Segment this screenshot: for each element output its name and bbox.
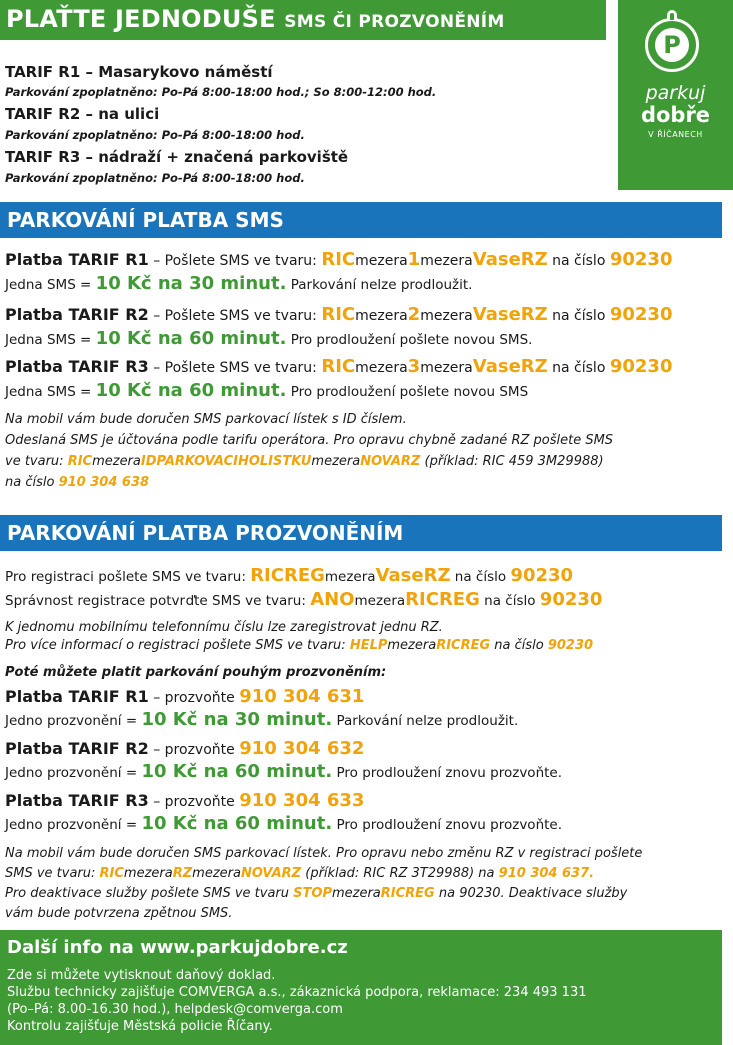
call-registration-line: Pro registraci pošlete SMS ve tvaru: RICREGmezeraVaseRZ na číslo 90230 — [5, 565, 574, 586]
call-r1-line: Platba TARIF R1 – prozvoňte 910 304 631 — [5, 686, 365, 707]
parking-icon: P — [645, 18, 699, 72]
sms-r2-price: Jedna SMS = 10 Kč na 60 minut. Pro prodloužení pošlete novou SMS. — [5, 328, 533, 349]
sms-r3-line: Platba TARIF R3 – Pošlete SMS ve tvaru: RICmezera3mezeraVaseRZ na číslo 90230 — [5, 356, 673, 377]
call-then-heading: Poté můžete platit parkování pouhým prozvoněním: — [5, 665, 387, 680]
tariff-r1-title: TARIF R1 – Masarykovo náměstí — [5, 63, 273, 81]
call-r3-price: Jedno prozvonění = 10 Kč na 60 minut. Pro prodloužení znovu prozvoňte. — [5, 813, 563, 834]
call-section-header: PARKOVÁNÍ PLATBA PROZVONĚNÍM — [0, 515, 722, 551]
call-r3-line: Platba TARIF R3 – prozvoňte 910 304 633 — [5, 790, 365, 811]
call-footnote-1: Na mobil vám bude doručen SMS parkovací lístek. Pro opravu nebo změnu RZ v registraci pošlete — [5, 846, 643, 861]
tariff-r1-hours: Parkování zpoplatněno: Po-Pá 8:00-18:00 hod.; So 8:00-12:00 hod. — [5, 85, 437, 99]
call-footnote-4: vám bude potvrzena zpětnou SMS. — [5, 906, 233, 921]
sms-info-4: na číslo 910 304 638 — [5, 475, 150, 490]
call-r2-price: Jedno prozvonění = 10 Kč na 60 minut. Pro prodloužení znovu prozvoňte. — [5, 761, 563, 782]
sms-r3-price: Jedna SMS = 10 Kč na 60 minut. Pro prodloužení pošlete novou SMS — [5, 380, 529, 401]
tariff-r2-title: TARIF R2 – na ulici — [5, 105, 160, 123]
call-r2-line: Platba TARIF R2 – prozvoňte 910 304 632 — [5, 738, 365, 759]
call-r1-price: Jedno prozvonění = 10 Kč na 30 minut. Parkování nelze prodloužit. — [5, 709, 519, 730]
footer — [0, 930, 722, 1045]
header-banner — [0, 0, 606, 40]
footer-line-3: (Po–Pá: 8.00-16.30 hod.), helpdesk@comverga.com — [7, 1002, 343, 1017]
footer-line-2: Službu technicky zajišťuje COMVERGA a.s., zákaznická podpora, reklamace: 234 493 131 — [7, 985, 587, 1000]
parkuj-dobre-logo — [618, 0, 733, 190]
call-footnote-2: SMS ve tvaru: RICmezeraRZmezeraNOVARZ (příklad: RIC RZ 3T29988) na 910 304 637. — [5, 866, 595, 881]
tariff-r3-title: TARIF R3 – nádraží + značená parkoviště — [5, 148, 349, 166]
call-footnote-3: Pro deaktivace služby pošlete SMS ve tvaru STOPmezeraRICREG na 90230. Deaktivace služby — [5, 886, 628, 901]
footer-line-1: Zde si můžete vytisknout daňový doklad. — [7, 968, 276, 983]
tariff-r2-hours: Parkování zpoplatněno: Po-Pá 8:00-18:00 hod. — [5, 128, 305, 142]
footer-line-4: Kontrolu zajišťuje Městská policie Říčany. — [7, 1019, 273, 1034]
sms-info-3: ve tvaru: RICmezeraIDPARKOVACIHOLISTKUmezeraNOVARZ (příklad: RIC 459 3M29988) — [5, 454, 604, 469]
logo-word-3: V ŘÍČANECH — [648, 130, 703, 139]
tariff-r3-hours: Parkování zpoplatněno: Po-Pá 8:00-18:00 hod. — [5, 171, 305, 185]
sms-r1-price: Jedna SMS = 10 Kč na 30 minut. Parkování nelze prodloužit. — [5, 273, 473, 294]
call-note-2: Pro více informací o registraci pošlete SMS ve tvaru: HELPmezeraRICREG na číslo 90230 — [5, 638, 594, 653]
logo-word-2: dobře — [640, 103, 711, 127]
page-title: PLAŤTE JEDNODUŠE SMS ČI PROZVONĚNÍM — [6, 5, 505, 33]
sms-r2-line: Platba TARIF R2 – Pošlete SMS ve tvaru: RICmezera2mezeraVaseRZ na číslo 90230 — [5, 304, 673, 325]
sms-section-header: PARKOVÁNÍ PLATBA SMS — [0, 202, 722, 238]
sms-info-1: Na mobil vám bude doručen SMS parkovací lístek s ID číslem. — [5, 412, 407, 427]
call-confirmation-line: Správnost registrace potvrďte SMS ve tvaru: ANOmezeraRICREG na číslo 90230 — [5, 589, 603, 610]
sms-info-2: Odeslaná SMS je účtována podle tarifu operátora. Pro opravu chybně zadané RZ pošlete SMS — [5, 433, 614, 448]
logo-word-1: parkuj — [645, 82, 706, 104]
call-note-1: K jednomu mobilnímu telefonnímu číslu lze zaregistrovat jednu RZ. — [5, 620, 443, 635]
footer-heading: Další info na www.parkujdobre.cz — [7, 937, 348, 958]
sms-r1-line: Platba TARIF R1 – Pošlete SMS ve tvaru: RICmezera1mezeraVaseRZ na číslo 90230 — [5, 249, 673, 270]
